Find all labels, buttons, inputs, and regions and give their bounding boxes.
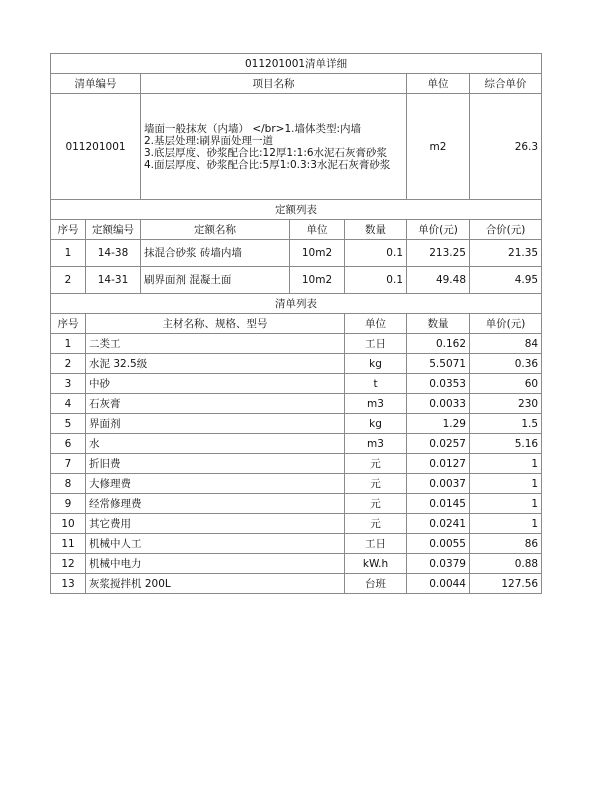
material-row [51,334,542,354]
material-name: 界面剂 [86,414,345,434]
material-unit: 台班 [345,574,407,594]
item-description-line: 3.底层厚度、砂浆配合比:12厚1:1:6水泥石灰膏砂浆 [144,146,388,159]
material-quantity: 0.0257 [407,434,470,454]
material-unit-price: 1.5 [470,414,542,434]
quota-quantity: 0.1 [345,267,407,294]
material-unit: m3 [345,434,407,454]
material-unit: 元 [345,474,407,494]
material-index: 5 [51,414,86,434]
material-unit-price: 0.36 [470,354,542,374]
material-unit: kg [345,414,407,434]
material-header-cell: 序号 [51,314,86,334]
material-header-cell: 单位 [345,314,407,334]
item-description-line: 2.基层处理:刷界面处理一道 [144,134,274,147]
bill-detail-table [50,53,542,594]
material-unit-price: 5.16 [470,434,542,454]
material-row [51,414,542,434]
title-row [51,54,542,74]
quota-total: 4.95 [470,267,542,294]
material-unit-price: 127.56 [470,574,542,594]
material-index: 12 [51,554,86,574]
material-name: 机械中人工 [86,534,345,554]
material-section-title: 清单列表 [51,294,542,314]
material-section-title-row [51,294,542,314]
material-name: 灰浆搅拌机 200L [86,574,345,594]
material-row [51,374,542,394]
material-index: 4 [51,394,86,414]
material-unit-price: 0.88 [470,554,542,574]
item-row [51,94,542,200]
material-index: 11 [51,534,86,554]
material-quantity: 0.0379 [407,554,470,574]
quota-row [51,267,542,294]
material-unit: 元 [345,454,407,474]
material-index: 10 [51,514,86,534]
material-quantity: 0.0145 [407,494,470,514]
material-quantity: 0.0241 [407,514,470,534]
material-row [51,394,542,414]
material-quantity: 0.0353 [407,374,470,394]
material-unit: 元 [345,514,407,534]
material-unit-price: 230 [470,394,542,414]
quota-total: 21.35 [470,240,542,267]
material-unit: kW.h [345,554,407,574]
material-quantity: 0.162 [407,334,470,354]
quota-quantity: 0.1 [345,240,407,267]
material-name: 经常修理费 [86,494,345,514]
header-code: 清单编号 [51,74,141,94]
sheet-title: 011201001清单详细 [51,54,542,74]
material-index: 1 [51,334,86,354]
material-name: 大修理费 [86,474,345,494]
material-unit-price: 60 [470,374,542,394]
quota-unit: 10m2 [290,240,345,267]
header-unit: 单位 [407,74,470,94]
material-index: 8 [51,474,86,494]
header-price: 综合单价 [470,74,542,94]
material-name: 水 [86,434,345,454]
material-index: 2 [51,354,86,374]
material-unit: kg [345,354,407,374]
item-description-line: 4.面层厚度、砂浆配合比:5厚1:0.3:3水泥石灰膏砂浆 [144,158,391,171]
item-description [141,94,407,200]
quota-code: 14-38 [86,240,141,267]
material-row [51,514,542,534]
material-quantity: 0.0044 [407,574,470,594]
material-header-row [51,314,542,334]
quota-header-cell: 合价(元) [470,220,542,240]
quota-header-row [51,220,542,240]
quota-code: 14-31 [86,267,141,294]
material-unit-price: 1 [470,494,542,514]
material-index: 9 [51,494,86,514]
quota-name: 抹混合砂浆 砖墙内墙 [141,240,290,267]
material-header-cell: 主材名称、规格、型号 [86,314,345,334]
material-header-cell: 数量 [407,314,470,334]
material-name: 水泥 32.5级 [86,354,345,374]
item-header-row [51,74,542,94]
item-description-line: 墙面一般抹灰（内墙） </br>1.墙体类型:内墙 [144,122,362,135]
material-unit: m3 [345,394,407,414]
material-row [51,434,542,454]
quota-header-cell: 定额编号 [86,220,141,240]
quota-row [51,240,542,267]
material-unit: 工日 [345,334,407,354]
material-unit-price: 84 [470,334,542,354]
material-row [51,534,542,554]
material-quantity: 1.29 [407,414,470,434]
quota-header-cell: 单价(元) [407,220,470,240]
material-unit-price: 1 [470,454,542,474]
material-name: 其它费用 [86,514,345,534]
material-name: 二类工 [86,334,345,354]
material-unit: t [345,374,407,394]
quota-header-cell: 数量 [345,220,407,240]
material-index: 6 [51,434,86,454]
material-unit-price: 1 [470,514,542,534]
quota-header-cell: 定额名称 [141,220,290,240]
material-unit: 工日 [345,534,407,554]
quota-index: 2 [51,267,86,294]
material-row [51,354,542,374]
material-quantity: 5.5071 [407,354,470,374]
material-row [51,474,542,494]
material-quantity: 0.0055 [407,534,470,554]
quota-section-title-row [51,200,542,220]
material-unit-price: 86 [470,534,542,554]
material-unit: 元 [345,494,407,514]
material-index: 13 [51,574,86,594]
material-name: 折旧费 [86,454,345,474]
header-name: 项目名称 [141,74,407,94]
material-quantity: 0.0037 [407,474,470,494]
material-index: 7 [51,454,86,474]
item-unit: m2 [407,94,470,200]
material-unit-price: 1 [470,474,542,494]
item-price: 26.3 [470,94,542,200]
item-code: 011201001 [51,94,141,200]
material-name: 机械中电力 [86,554,345,574]
material-row [51,494,542,514]
material-row [51,574,542,594]
quota-index: 1 [51,240,86,267]
material-name: 中砂 [86,374,345,394]
material-quantity: 0.0033 [407,394,470,414]
quota-header-cell: 单位 [290,220,345,240]
material-row [51,454,542,474]
quota-name: 刷界面剂 混凝土面 [141,267,290,294]
material-index: 3 [51,374,86,394]
material-header-cell: 单价(元) [470,314,542,334]
quota-section-title: 定额列表 [51,200,542,220]
quota-unit-price: 213.25 [407,240,470,267]
material-row [51,554,542,574]
material-name: 石灰膏 [86,394,345,414]
quota-unit: 10m2 [290,267,345,294]
quota-unit-price: 49.48 [407,267,470,294]
material-quantity: 0.0127 [407,454,470,474]
quota-header-cell: 序号 [51,220,86,240]
